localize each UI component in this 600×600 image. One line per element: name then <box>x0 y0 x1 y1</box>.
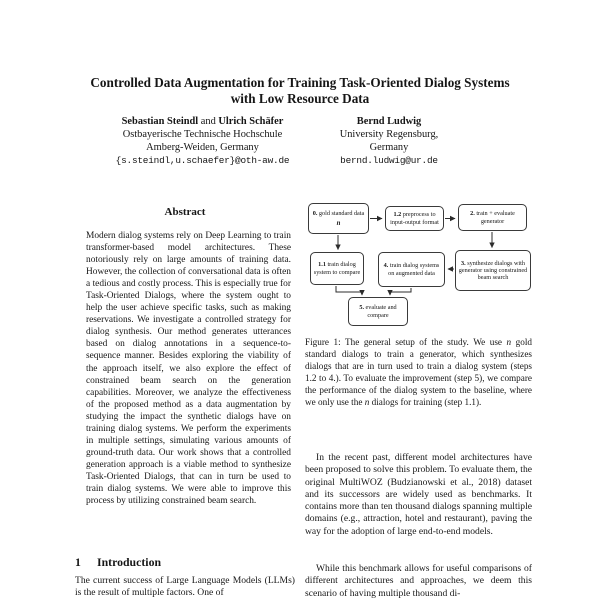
author-email: {s.steindl,u.schaefer}@oth-aw.de <box>115 155 290 166</box>
flow-box-number: 3. <box>461 259 466 267</box>
title-line-2: with Low Resource Data <box>230 90 370 106</box>
flow-box-train-generator <box>458 204 527 231</box>
flow-box-synthesize-dialogs <box>455 250 531 291</box>
section-number: 1 <box>75 555 81 569</box>
abstract-heading: Abstract <box>164 206 206 218</box>
flow-box-number: 1.2 <box>393 211 402 219</box>
flow-box-gold-standard-data <box>308 203 369 234</box>
flow-box-label: synthesize dialogs with generator using constrained beam search <box>458 259 528 282</box>
flow-box-label: preprocess to input-output format <box>390 211 439 226</box>
flow-box-label: evaluate and compare <box>365 304 397 319</box>
flow-box-evaluate-compare <box>348 297 408 326</box>
figure-1-caption <box>305 337 532 429</box>
abstract-text: Modern dialog systems rely on Deep Learning to train transformer-based model architectures. These notoriously rely on large amounts of training data. However, the collection of conversational data is often a tedious and costly process. This is especially true for Task-Oriented Dialogs, where the system ought to help the user achieve specific tasks, such as making reservations. We investigate a controlled strategy for dialog synthesis. Our method generates utterances based on dialog annotations in a sequence-to-sequence manner. Besides exploring the viability of the approach itself, we also explore the effect of constrained beam search on the generation capabilities. Moreover, we analyze the effectiveness of the proposed method as a data augmentation by studying the impact the synthetic dialogs have on training dialog systems. We perform the experiments in multiple settings, simulating various amounts of ground-truth data. Our work shows that a controlled generation approach is a viable method to synthesize Task-Oriented Dialogs, that can in turn be used to train dialog systems. We were able to improve this process by utilizing constrained beam search. <box>86 231 291 507</box>
affiliation-line: University Regensburg, <box>339 129 439 140</box>
flow-box-label: train dialog system to compare <box>313 261 361 276</box>
affiliation-line: Amberg-Weiden, Germany <box>146 142 259 153</box>
author-name: Sebastian Steindl <box>121 116 199 127</box>
paper-title <box>0 75 600 107</box>
flow-box-label: train + evaluate generator <box>476 210 515 225</box>
caption-text: gold standard dialogs to train a generator, which synthesizes dialogs that are in turn used to train a dialog system (steps 1.2 to 4.). To evaluate the improvement (step 5), we compare the performance of the dialog system to the baseline, where we only use the <box>305 337 532 407</box>
flow-box-number: 1.1 <box>318 261 326 269</box>
introduction-paragraph: The current success of Large Language Models (LLMs) is the result of multiple factors. One of <box>75 575 295 599</box>
and-word: and <box>200 116 216 127</box>
author-name: Bernd Ludwig <box>356 116 422 127</box>
body-paragraph-1: In the recent past, different model architectures have been proposed to solve this problem. To evaluate them, the original MultiWOZ (Budzianowski et al., 2018) dataset and its successors are widely used as benchmarks. It contains more than ten thousand dialogs spanning multiple domains (e.g., attraction, hotel and restaurant), paving the way for the adoption of large end-to-end models. <box>305 452 532 537</box>
affiliation-line: Ostbayerische Technische Hochschule <box>122 129 283 140</box>
author-email: bernd.ludwig@ur.de <box>340 155 438 166</box>
flow-box-label: gold standard data <box>318 209 365 217</box>
author-names-left <box>95 115 310 128</box>
caption-text: dialogs for training (step 1.1). <box>369 396 482 407</box>
flow-box-preprocess <box>385 206 444 231</box>
math-n: n <box>336 220 341 227</box>
author-block-right <box>303 115 475 167</box>
math-n: n <box>364 396 370 407</box>
title-line-1: Controlled Data Augmentation for Training Task-Oriented Dialog Systems <box>90 74 510 90</box>
math-n: n <box>506 337 512 347</box>
section-title: Introduction <box>97 555 162 569</box>
affiliation-line: Germany <box>369 142 409 153</box>
flow-box-train-augmented <box>378 252 445 287</box>
flow-box-number: 4. <box>383 262 389 270</box>
author-block-left <box>95 115 310 167</box>
flow-box-label: train dialog systems on augmented data <box>388 262 440 277</box>
section-1-heading <box>75 555 295 570</box>
author-name: Ulrich Schäfer <box>218 116 284 127</box>
flow-box-number: 5. <box>359 304 364 312</box>
flow-box-train-baseline <box>310 252 364 285</box>
figure-1-diagram <box>304 199 532 332</box>
body-paragraph-2: While this benchmark allows for useful comparisons of different architectures and approaches, we deem this scenario of having multiple thousand di- <box>305 563 532 599</box>
flow-box-number: 0. <box>312 209 318 217</box>
caption-text: Figure 1: The general setup of the study. We use <box>305 337 507 347</box>
flow-box-number: 2. <box>470 210 475 218</box>
